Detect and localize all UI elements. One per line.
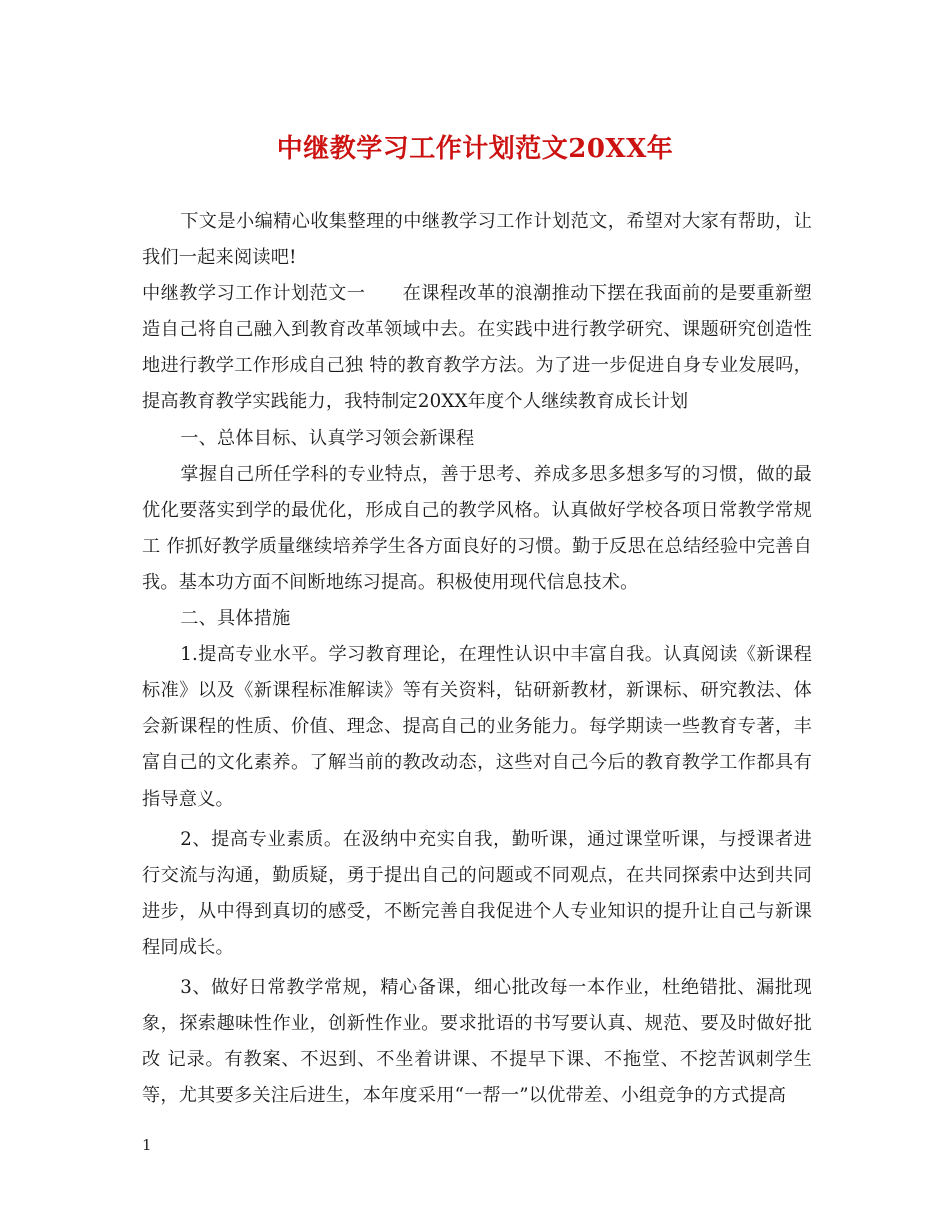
page-number: 1 — [142, 1136, 152, 1154]
section-heading-goals: 一、总体目标、认真学习领会新课程 — [180, 427, 475, 449]
plan-intro-paragraph: 中继教学习工作计划范文一 在课程改革的浪潮推动下摆在我面前的是要重新塑造自己将自己融入到教育改革领域中去。在实践中进行教学研究、课题研究创造性地进行教学工作形成自己独 特的教育教学方法。为了进一步促进自身专业发展吗，提高教育教学实践能力，我特制定20XX年度个人继续教育成长计划 — [142, 283, 812, 413]
document-body — [142, 204, 812, 1114]
document-title: 中继教学习工作计划范文20XX年 — [276, 134, 674, 164]
section-heading-measures: 二、具体措施 — [180, 608, 291, 630]
measure-paragraph-3: 3、做好日常教学常规，精心备课，细心批改每一本作业，杜绝错批、漏批现象，探索趣味性作业，创新性作业。要求批语的书写要认真、规范、要及时做好批改 记录。有教案、不迟到、不坐着讲课、不提早下课、不拖堂、不挖苦讽刺学生等，尤其要多关注后进生，本年度采用“一帮一”以优带差、小组竞争的方式提高 — [142, 976, 812, 1107]
measure-paragraph-2: 2、提高专业素质。在汲纳中充实自我，勤听课，通过课堂听课，与授课者进行交流与沟通，勤质疑，勇于提出自己的问题或不同观点，在共同探索中达到共同进步，从中得到真切的感受，不断完善自我促进个人专业知识的提升让自己与新课程同成长。 — [142, 828, 812, 958]
goals-paragraph: 掌握自己所任学科的专业特点，善于思考、养成多思多想多写的习惯，做的最优化要落实到学的最优化，形成自己的教学风格。认真做好学校各项日常教学常规工 作抓好教学质量继续培养学生各方面良好的习惯。勤于反思在总结经验中完善自我。基本功方面不间断地练习提高。积极使用现代信息技术。 — [142, 463, 812, 593]
measure-paragraph-1: 1.提高专业水平。学习教育理论，在理性认识中丰富自我。认真阅读《新课程标准》以及《新课程标准解读》等有关资料，钻研新教材，新课标、研究教法、体会新课程的性质、价值、理念、提高自己的业务能力。每学期读一些教育专著，丰富自己的文化素养。了解当前的教改动态，这些对自己今后的教育教学工作都具有指导意义。 — [142, 644, 812, 810]
intro-paragraph: 下文是小编精心收集整理的中继教学习工作计划范文，希望对大家有帮助，让我们一起来阅读吧! — [142, 211, 812, 269]
